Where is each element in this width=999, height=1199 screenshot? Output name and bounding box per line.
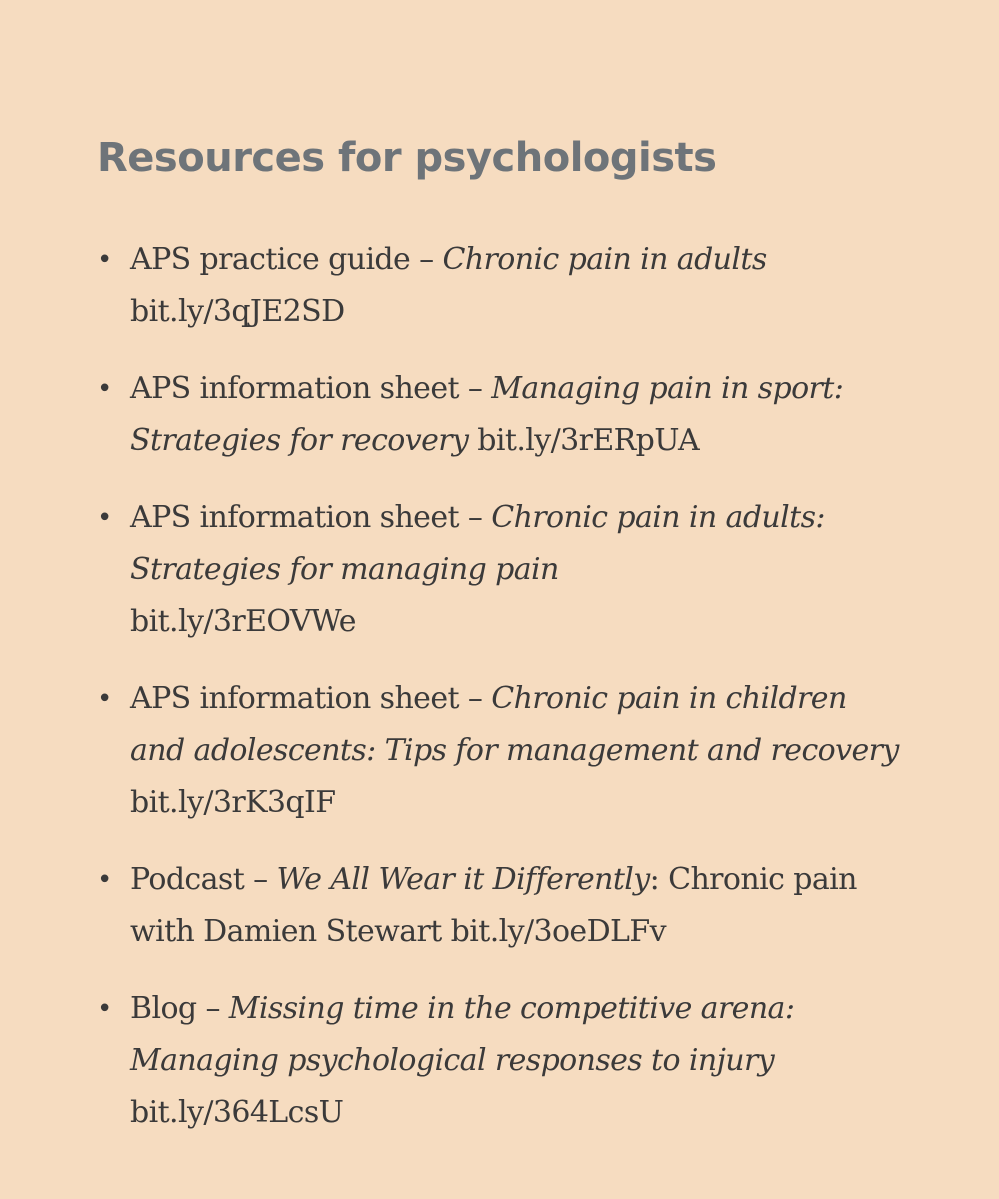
bullet-icon: • bbox=[97, 994, 112, 1024]
resource-item-6 bbox=[97, 983, 909, 1139]
resource-suffix bbox=[468, 423, 477, 458]
resource-item-2 bbox=[97, 363, 909, 467]
resource-link[interactable]: bit.ly/3rERpUA bbox=[477, 423, 700, 458]
bullet-icon: • bbox=[97, 865, 112, 895]
resource-list bbox=[97, 234, 909, 1139]
resource-link[interactable]: bit.ly/3rK3qIF bbox=[130, 785, 336, 820]
resource-title: We All Wear it Differently bbox=[276, 862, 650, 897]
resource-prefix: APS information sheet – bbox=[130, 500, 492, 535]
resource-prefix: Blog – bbox=[130, 991, 229, 1026]
resource-title: Chronic pain in children and adolescents: Tips for management and recovery bbox=[130, 681, 899, 768]
resource-prefix: APS information sheet – bbox=[130, 371, 492, 406]
resource-title: Managing pain in sport: Strategies for recovery bbox=[130, 371, 844, 458]
bullet-icon: • bbox=[97, 503, 112, 533]
resource-link[interactable]: bit.ly/3rEOVWe bbox=[130, 604, 356, 639]
resource-item-1 bbox=[97, 234, 909, 338]
resource-title: Chronic pain in adults: Strategies for managing pain bbox=[130, 500, 825, 587]
resource-item-4 bbox=[97, 673, 909, 829]
bullet-icon: • bbox=[97, 245, 112, 275]
resource-item-5 bbox=[97, 854, 909, 958]
resource-link[interactable]: bit.ly/3oeDLFv bbox=[450, 914, 666, 949]
resource-title: Missing time in the competitive arena: Managing psychological responses to injury bbox=[130, 991, 795, 1078]
page-title: Resources for psychologists bbox=[97, 135, 717, 181]
resource-prefix: APS practice guide – bbox=[130, 242, 443, 277]
resource-item-3 bbox=[97, 492, 909, 648]
resource-link[interactable]: bit.ly/3qJE2SD bbox=[130, 294, 345, 329]
bullet-icon: • bbox=[97, 684, 112, 714]
resource-prefix: APS information sheet – bbox=[130, 681, 492, 716]
resource-suffix: : Chronic pain with Damien Stewart bbox=[130, 862, 857, 949]
bullet-icon: • bbox=[97, 374, 112, 404]
resource-link[interactable]: bit.ly/364LcsU bbox=[130, 1095, 344, 1130]
resource-prefix: Podcast – bbox=[130, 862, 277, 897]
resource-title: Chronic pain in adults bbox=[442, 242, 767, 277]
